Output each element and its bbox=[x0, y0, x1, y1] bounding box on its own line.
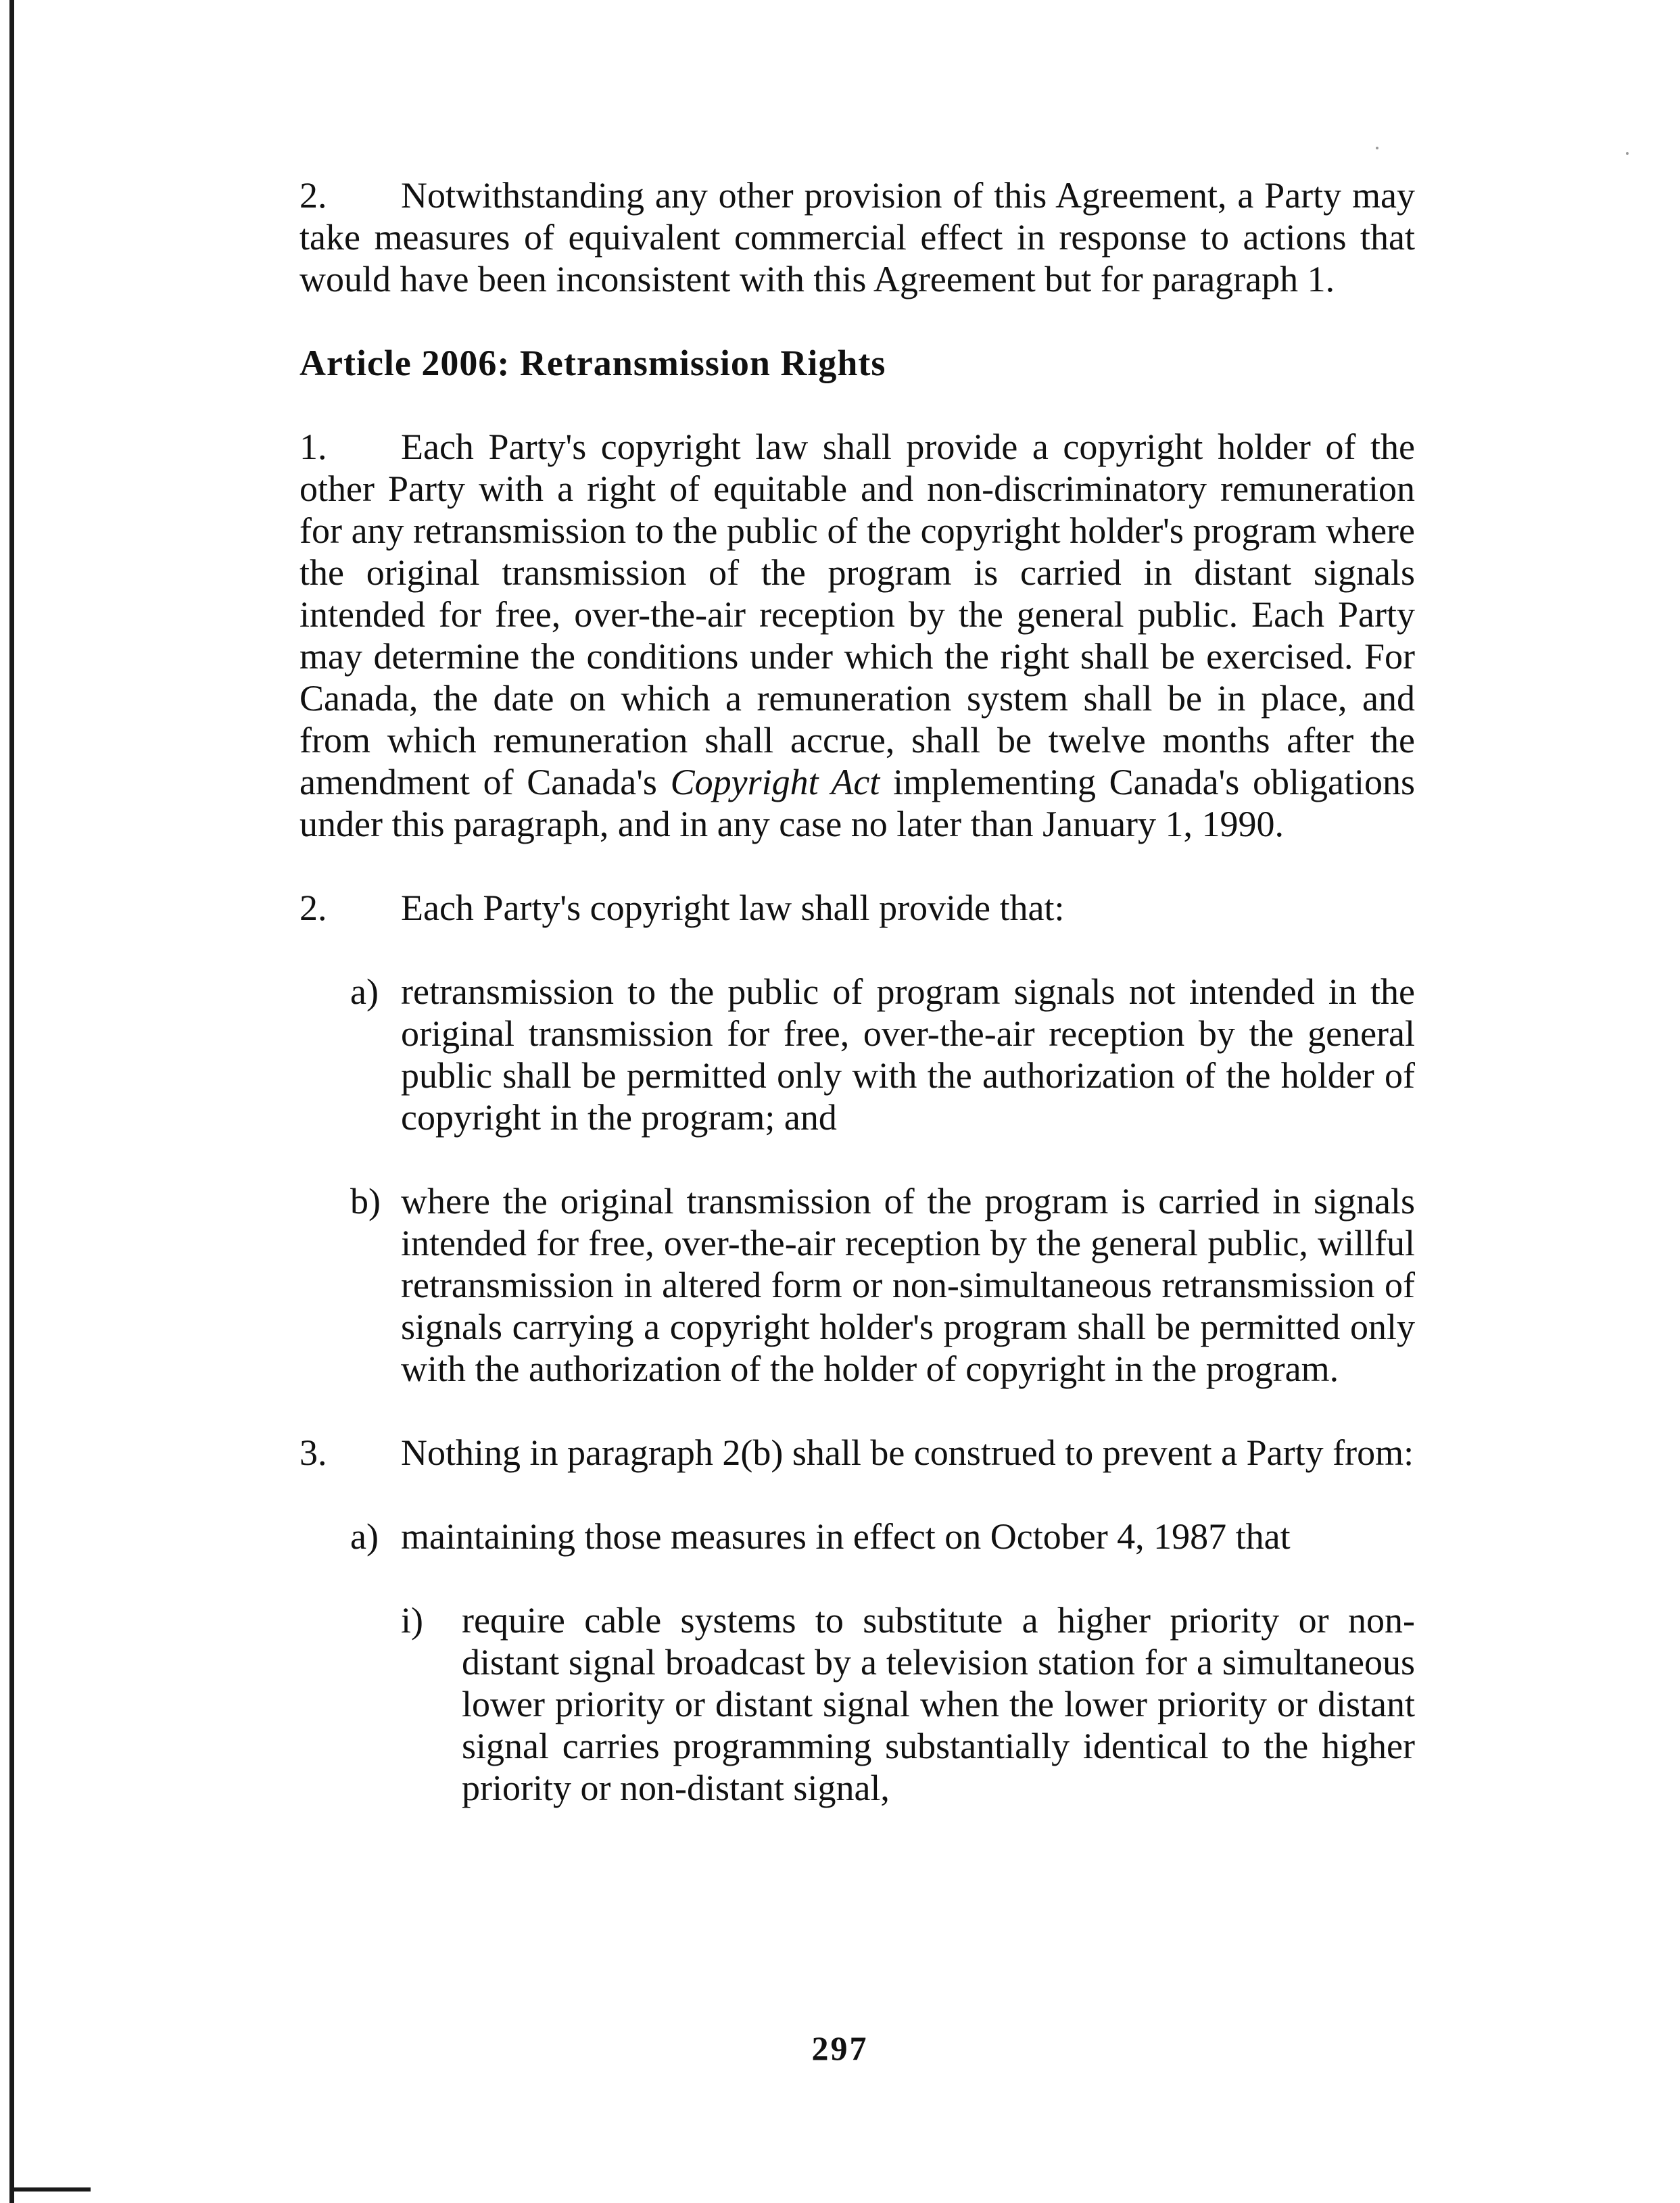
paragraph-3 bbox=[299, 1432, 1415, 1474]
item-label: i) bbox=[401, 1600, 423, 1641]
list-subitem-3a-i bbox=[299, 1599, 1415, 1809]
scan-speck bbox=[1626, 152, 1629, 155]
list-item-3a bbox=[299, 1516, 1415, 1557]
list-item-2b bbox=[299, 1180, 1415, 1390]
scan-speck bbox=[1376, 147, 1378, 149]
paragraph-text: Each Party's copyright law shall provide that: bbox=[401, 888, 1065, 928]
paragraph-2-previous-article bbox=[299, 174, 1415, 300]
paragraph-number: 1. bbox=[299, 427, 327, 467]
item-label: a) bbox=[350, 1516, 379, 1557]
paragraph-number: 3. bbox=[299, 1432, 327, 1473]
item-text: require cable systems to substitute a higher priority or non-distant signal broadcast by a television station for a simultaneous lower priority or distant signal when the lower priority or distant signal carries programming substantially identical to the higher priority or non-distant signal, bbox=[462, 1600, 1415, 1808]
document-page bbox=[299, 174, 1415, 1851]
item-text: maintaining those measures in effect on October 4, 1987 that bbox=[401, 1516, 1291, 1557]
item-text: where the original transmission of the program is carried in signals intended for free, over-the-air reception by the general public, willful retransmission in altered form or non-simultaneous retransmission of signals carrying a copyright holder's program shall be permitted only with the authorization of the holder of copyright in the program. bbox=[401, 1181, 1415, 1389]
paragraph-text: Each Party's copyright law shall provide a copyright holder of the other Party with a right of equitable and non-discriminatory remuneration for any retransmission to the public of the copyright holder's program where the original transmission of the program is carried in distant signals intended for free, over-the-air reception by the general public. Each Party may determine the conditions under which the right shall be exercised. For Canada, the date on which a remuneration system shall be in place, and from which remuneration shall accrue, shall be twelve months after the amendment of Canada's bbox=[299, 427, 1415, 802]
article-heading: Article 2006: Retransmission Rights bbox=[299, 343, 886, 383]
paragraph-text-continued: implementing Canada's obligations under this paragraph, and in any case no later than January 1, 1990. bbox=[299, 762, 1415, 844]
page-binding-foot bbox=[9, 2187, 91, 2192]
paragraph-text: Notwithstanding any other provision of this Agreement, a Party may take measures of equivalent commercial effect in response to actions that would have been inconsistent with this Agreement but for paragraph 1. bbox=[299, 175, 1415, 299]
paragraph-1 bbox=[299, 426, 1415, 845]
italic-act-title: Copyright Act bbox=[670, 762, 880, 802]
list-item-2a bbox=[299, 971, 1415, 1138]
item-text: retransmission to the public of program signals not intended in the original transmission for free, over-the-air reception by the general public shall be permitted only with the authorization of the holder of copyright in the program; and bbox=[401, 971, 1415, 1138]
item-label: b) bbox=[350, 1181, 381, 1221]
item-label: a) bbox=[350, 971, 379, 1012]
paragraph-2 bbox=[299, 887, 1415, 929]
page-binding-edge bbox=[9, 0, 14, 2203]
paragraph-text: Nothing in paragraph 2(b) shall be construed to prevent a Party from: bbox=[401, 1432, 1414, 1473]
paragraph-number: 2. bbox=[299, 888, 327, 928]
paragraph-number: 2. bbox=[299, 175, 327, 216]
page-number: 297 bbox=[811, 2029, 869, 2067]
